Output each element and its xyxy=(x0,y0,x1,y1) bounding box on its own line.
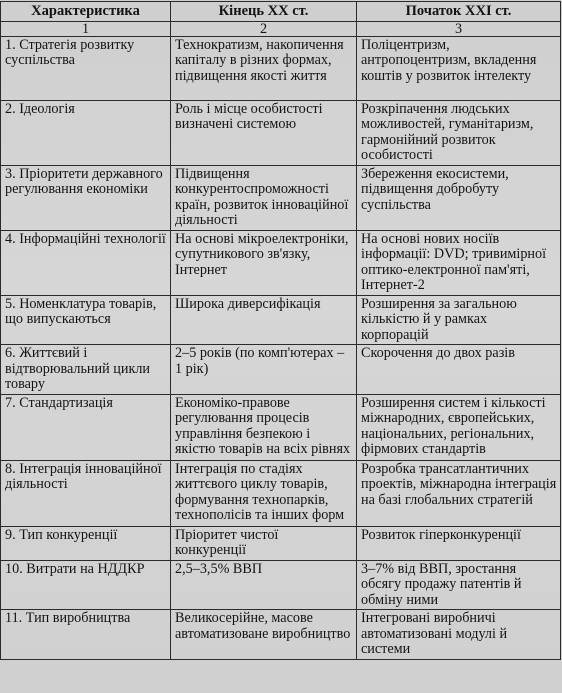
table-row xyxy=(1,560,561,610)
end-20th-cell: 2,5–3,5% ВВП xyxy=(171,560,357,610)
table-row xyxy=(1,230,561,295)
table-row xyxy=(1,460,561,526)
start-21st-cell: 3–7% від ВВП, зростання обсягу продажу патентів й обміну ними xyxy=(357,560,561,610)
start-21st-cell: Розкріпачення людських можливостей, гуманітаризм, гармонійний розвиток особистості xyxy=(357,100,561,165)
table-row xyxy=(1,36,561,100)
header-start-21st-century: Початок ХХІ ст. xyxy=(357,2,561,22)
characteristic-cell: 9. Тип конкуренції xyxy=(1,526,171,560)
start-21st-cell: На основі нових носіїв інформації: DVD; тривимірної оптико-електронної пам'яті, Інтернет-2 xyxy=(357,230,561,295)
column-number-row xyxy=(1,21,561,36)
column-number: 2 xyxy=(171,21,357,36)
characteristic-cell: 10. Витрати на НДДКР xyxy=(1,560,171,610)
table-row xyxy=(1,345,561,395)
start-21st-cell: Розвиток гіперконкуренції xyxy=(357,526,561,560)
end-20th-cell: Економіко-правове регулювання процесів управління безпекою і якістю товарів на всіх рівнях xyxy=(171,394,357,460)
comparison-table xyxy=(0,1,561,660)
characteristic-cell: 4. Інформаційні технології xyxy=(1,230,171,295)
column-number: 3 xyxy=(357,21,561,36)
start-21st-cell: Скорочення до двох разів xyxy=(357,345,561,395)
end-20th-cell: Широка диверсифікація xyxy=(171,295,357,345)
end-20th-cell: Великосерійне, масове автоматизоване виробництво xyxy=(171,610,357,660)
header-characteristic: Характеристика xyxy=(1,2,171,22)
end-20th-cell: 2–5 років (по комп'ютерах – 1 рік) xyxy=(171,345,357,395)
end-20th-cell: Технократизм, накопичення капіталу в різних формах, підвищення якості життя xyxy=(171,36,357,100)
characteristic-cell: 2. Ідеологія xyxy=(1,100,171,165)
start-21st-cell: Збереження екосистеми, підвищення добробуту суспільства xyxy=(357,165,561,230)
start-21st-cell: Поліцентризм, антропоцентризм, вкладення коштів у розвиток інтелекту xyxy=(357,36,561,100)
header-end-20th-century: Кінець ХХ ст. xyxy=(171,2,357,22)
end-20th-cell: Пріоритет чистої конкуренції xyxy=(171,526,357,560)
column-number: 1 xyxy=(1,21,171,36)
table-row xyxy=(1,526,561,560)
table-row xyxy=(1,100,561,165)
table-row xyxy=(1,610,561,660)
table-row xyxy=(1,165,561,230)
characteristic-cell: 8. Інтеграція інноваційної діяльності xyxy=(1,460,171,526)
characteristic-cell: 7. Стандартизація xyxy=(1,394,171,460)
characteristic-cell: 1. Стратегія розвитку суспільства xyxy=(1,36,171,100)
table-header-row xyxy=(1,2,561,22)
table-row xyxy=(1,394,561,460)
start-21st-cell: Розширення систем і кількості міжнародних, європейських, національних, регіональних, фірмових стандартів xyxy=(357,394,561,460)
end-20th-cell: Роль і місце особистості визначені системою xyxy=(171,100,357,165)
start-21st-cell: Розробка трансатлантичних проектів, міжнародна інтеграція на базі глобальних стратегій xyxy=(357,460,561,526)
characteristic-cell: 11. Тип виробництва xyxy=(1,610,171,660)
characteristic-cell: 6. Життєвий і відтворювальний цикли товару xyxy=(1,345,171,395)
end-20th-cell: Інтеграція по стадіях життєвого циклу товарів, формування технопарків, технополісів та інших форм xyxy=(171,460,357,526)
end-20th-cell: Підвищення конкурентоспроможності країн, розвиток інноваційної діяльності xyxy=(171,165,357,230)
start-21st-cell: Розширення за загальною кількістю й у рамках корпорацій xyxy=(357,295,561,345)
table-row xyxy=(1,295,561,345)
characteristic-cell: 5. Номенклатура товарів, що випускаються xyxy=(1,295,171,345)
end-20th-cell: На основі мікроелектроніки, супутникового зв'язку, Інтернет xyxy=(171,230,357,295)
start-21st-cell: Інтегровані виробничі автоматизовані модулі й системи xyxy=(357,610,561,660)
characteristic-cell: 3. Пріоритети державного регулювання економіки xyxy=(1,165,171,230)
